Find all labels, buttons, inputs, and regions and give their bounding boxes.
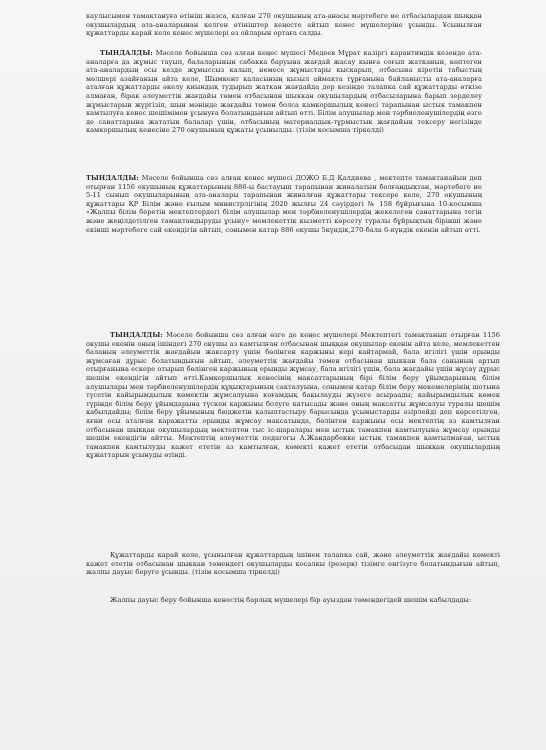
paragraph-heading: ТЫНДАЛДЫ: xyxy=(110,331,163,339)
paragraph-text: каулысымен тамактануға өтініш жазса, калған 270 окушының ата-анасы мәртебеге ие отбасылардан шыққан окушылардың ата-аналарынан келген өтініштер кеңесте айтып кенес мүшелеріне ұсынды. Ұсынылған құжаттарды карай келе кенес мүшелері өз ойларын ортаға салды. xyxy=(86,12,482,38)
paragraph-heading: ТЫНДАЛДЫ: xyxy=(100,49,153,57)
paragraph-continuation xyxy=(86,12,482,38)
paragraph-listened-3 xyxy=(86,331,500,460)
paragraph-text: Мәселе бойынша сөз алған өзге де кеңес мүшелері Мектептегі тамактанып отырған 1156 окушы екенін оның ішіндегі 270 окушы аз камтылған отбасынан шыққан окушылар екенін айта келе, мемлекеттен баланың әлеуметтік жағдайын жаксарту үшін бөлінген каржыны кері кайтармай, бала игілігі үшін орынды жұмсаған дұрыс болатындығын айтып, әлеуметтік жағдайы төмен отбасынан шыккан бала санының артып отырғанына ескере отырып бөлінген каржының орынды жұмсау, бала игілігі үшін, бала жағдайы үшін жұсау дұрыс шешім екендігін айтып өтті.Камкоршылык кенесінің максаттарының бірі білім беру ұйымдарының білім алушылары мен тәрбиеленушілердің құқықтарының сакталуына, сонымен катар білім беру мекемелерінің шотына түсетін кайырымдылык көмектін жұмсалуына коғамдық бакылауды жүзеге асыраады; кайырымдылык көмек түрінде білім беру ұйымдарына түскен каржыны болуге катысады және оның максатты жұмсалуы туралы шешім кабылдайды; білім беру ұйымының бюджетін калыптастыру барысында ұсыныстарды әзірлейді деп көрсетілген, яғни осы аталған каражатты орынды жұмсау максатында, бөлінген каржыны осы мектептің аз камтылған отбасынан шыкқан окушылардың мектептен тыс іс-шаралары мен ыстык тамакпен камтылуына жұмсау орынды шешім екендігін айтты. Мектептің әлеуметтік педагогы А.Жандарбекке ыстык тамакпен камтылмаған, ыстык тамакпен камтылуды кажет ететін аз камтылған, көмекті кажет ететін отбасыдан шыкқан окушылардың құжаттарын ұсынуды өтінді. xyxy=(86,331,500,460)
paragraph-text: Мәселе бойынша сөз алған кеңес мүшесі Медеев Мұрат казіргі карантиндік кезенде ата-аналарға да жұмыс тауып, балаларынын сабакка баруына жағдай жасау кынға соғып жатканын, көптеген ата-аналардың осы кезде жұмыссыз калып, немесе жұмыстары кыскарып, отбасына кіретін табыстың мөлшері азайғанын айта келе, Шымкент каласының кызыл аймакта тұрғанына байланысты ата-аналарға аталған құжаттарды әкелу киындық тудырып жаткан жағдайда дер кезінде талапка сай құжаттарды өткізе алмаған, бірак әлеуметтік жағдайы төмен отбасынан шыккан окушылардың отбасыларына барып зерделеу жұмыстарын жүргізіп, шын мәнінде жағдайы төмен болса камкоршылық кенесі тарапынан ыстык тамакпен камтылуға кенес шешімімен ұсынуға болатындығын айтып өтті. Білім алушылар мен тәрбиеленушілердің өзге де санаттарына жататын балалар үшін, отбасының материалдык-тұрмыстык жағдайын тексеру негізінде камкоршылық кенесіне 270 окушының құжаты ұсынылды. (тізім косымша тіркелді) xyxy=(86,49,483,135)
paragraph-text: Мәселе бойынша сөз алған кенес мүшесі ДОЖО Б.Д Қалдиева , мектепте тамактанайын деп отырған 1156 окушының құжаттарының 886-ы бастауыш тарапынан жиналатын болғандыктан, мәртебеге ие 5-11 сынып окушыларының ата-аналары тарапынан жиналған құжаттары тексере келе, 270 окушының құжаттары ҚР Білім және ғылым министрлігінің 2020 жылғы 24 сәуірдегі № 158 бұйрығына 10-косымша «Жалпы білім беретін мектептердегі білім алушылар мен тәрбиеленушілердің жекелеген санаттарына тегін және жеңілдетілген тамактандыруды ұсыну» мемлекеттік кызметті көрсету туралы бұйрықтың бірінші және екінші мәртебеге сай екендігін айтып, сонымен катар 886 окушы 5күндік,270-бала 6-күндік екенін айтып өтті. xyxy=(86,174,482,234)
paragraph-vote-decision xyxy=(86,596,500,605)
paragraph-text: Құжаттарды карай келе, ұсынылған құжаттардың ішінен талапка сай, және әлеуметтік жағдайы көмекті кажет ететін отбасынан шыккан төмендегі окушыларды косалкы (резерв) тізімге енгізуге болатындығын айтып, жалпы дауыс беруге ұсынды. (тізім косымша тіркелді) xyxy=(86,551,500,577)
paragraph-documents-review xyxy=(86,551,500,577)
paragraph-text: Жалпы дауыс беру бойынша кенестің барлық мүшелері бір ауыздан төмендегідей шешім кабылдады: xyxy=(110,596,472,604)
paragraph-listened-2 xyxy=(86,174,482,234)
paragraph-listened-1 xyxy=(86,49,482,135)
paragraph-heading: ТЫНДАЛДЫ: xyxy=(86,174,139,182)
